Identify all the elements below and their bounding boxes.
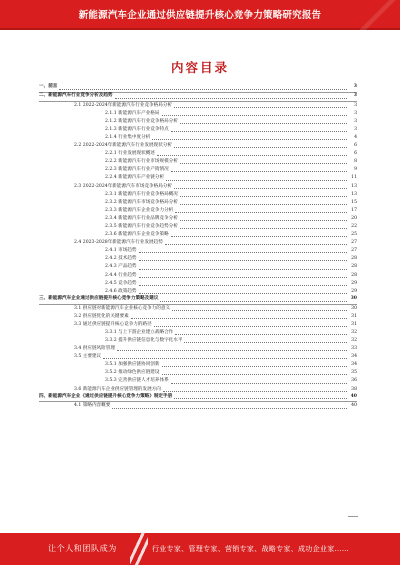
toc-entry-text: 二、新能源汽车行业竞争分析及趋势: [39, 92, 113, 98]
toc-leader-dots: [175, 212, 347, 213]
toc-entry-text: 2.1 2022-2024年新能源汽车行业竞争格局分析: [74, 102, 173, 108]
toc-leader-dots: [180, 204, 347, 205]
toc-leader-dots: [171, 171, 347, 172]
toc-leader-dots: [166, 180, 347, 181]
toc-entry-text: 3.6 新能源汽车企业供应链管理的发展方向: [74, 386, 161, 392]
toc-entry-text: 3.3.2 提升供应链信息化与数字化水平: [105, 338, 183, 344]
toc-page-number: 3: [354, 126, 357, 132]
toc-entry-text: 2.4.2 技术趋势: [105, 256, 137, 262]
toc-entry[interactable]: [39, 247, 357, 255]
toc-entry[interactable]: [39, 313, 357, 321]
toc-entry-text: 2.3.3 新能源汽车企业竞争力分析: [105, 207, 174, 213]
toc-entry-text: 4.1 策略内容概要: [74, 403, 111, 409]
toc-leader-dots: [174, 107, 347, 108]
toc-leader-dots: [115, 98, 347, 99]
toc-entry-text: 一、前言: [39, 84, 58, 89]
toc-page-number: 29: [351, 280, 357, 286]
toc-entry[interactable]: [39, 134, 357, 142]
toc-entry-text: 2.4.4 行业趋势: [105, 272, 137, 278]
toc-entry-text: 2.3.6 新能源汽车企业竞争策略: [105, 232, 169, 238]
toc-entry[interactable]: [39, 394, 357, 403]
toc-entry[interactable]: [39, 191, 357, 199]
toc-entry[interactable]: [39, 142, 357, 150]
toc-page-number: 30: [350, 295, 357, 301]
report-header: [0, 0, 400, 30]
toc-leader-dots: [172, 310, 347, 311]
toc-entry-text: 2.4.6 政策趋势: [105, 288, 137, 294]
toc-page-number: 30: [351, 305, 357, 311]
toc-leader-dots: [162, 374, 348, 375]
toc-page-number: 28: [351, 264, 357, 270]
toc-leader-dots: [139, 269, 347, 270]
toc-page-number: 3: [354, 110, 357, 116]
toc-page-number: 34: [351, 362, 357, 368]
toc-entry-text: 2.3.4 新能源汽车行业品牌竞争分析: [105, 215, 178, 221]
toc-entry[interactable]: [39, 402, 357, 410]
footer-slogan-right: 行业专家、管理专家、营销专家、战略专家、成功企业家……: [152, 545, 350, 553]
toc-page-number: 3: [354, 102, 357, 108]
toc-entry-text: 2.4.3 产品趋势: [105, 264, 137, 270]
toc-entry-text: 3.5.3 完善供应链人才培养体系: [105, 378, 169, 384]
toc-entry[interactable]: [39, 345, 357, 353]
toc-entry[interactable]: [39, 215, 357, 223]
report-footer: [0, 533, 400, 565]
toc-entry[interactable]: [39, 337, 357, 345]
toc-entry-text: 2.4.5 竞争趋势: [105, 280, 137, 286]
toc-heading: 内容目录: [170, 60, 229, 75]
toc-leader-dots: [174, 398, 347, 399]
toc-leader-dots: [162, 366, 348, 367]
toc-page-number: 8: [354, 159, 357, 165]
toc-page-number: 31: [351, 313, 357, 319]
toc-page-number: 25: [351, 232, 357, 238]
toc-page-number: 22: [351, 224, 357, 229]
toc-leader-dots: [157, 155, 347, 156]
toc-leader-dots: [162, 115, 348, 116]
toc-page-number: 17: [351, 207, 357, 213]
toc-leader-dots: [184, 342, 347, 343]
toc-page-number: 28: [351, 272, 357, 278]
toc-entry[interactable]: [39, 118, 357, 126]
toc-entry[interactable]: [39, 223, 357, 231]
toc-leader-dots: [139, 285, 347, 286]
toc-leader-dots: [59, 89, 347, 90]
toc-entry[interactable]: [39, 126, 357, 134]
toc-leader-dots: [139, 260, 347, 261]
toc-entry[interactable]: [39, 272, 357, 280]
toc-entry-text: 3.5.2 推动绿色供应链建设: [105, 370, 160, 376]
toc-entry[interactable]: [39, 280, 357, 288]
toc-entry[interactable]: [39, 321, 357, 329]
toc-entry-text: 2.2.2 新能源汽车行业市场规模分析: [105, 159, 178, 165]
toc-leader-dots: [171, 383, 347, 384]
toc-leader-dots: [139, 277, 347, 278]
toc-entry[interactable]: [39, 255, 357, 263]
toc-page-number: 6: [354, 143, 357, 149]
toc-page-number: 33: [351, 346, 357, 352]
toc-leader-dots: [139, 252, 347, 253]
toc-page-number: 40: [351, 403, 357, 409]
toc-entry-text: 3.1 供应链对新能源汽车企业核心竞争力的意义: [74, 305, 171, 311]
toc-entry[interactable]: [39, 263, 357, 271]
toc-page-number: 31: [351, 321, 357, 327]
toc-entry-text: 2.1.4 行业集中度分析: [105, 134, 151, 140]
toc-page-number: 11: [351, 175, 357, 181]
toc-leader-dots: [180, 220, 347, 221]
toc-entry[interactable]: [39, 93, 357, 102]
toc-leader-dots: [152, 139, 347, 140]
toc-leader-dots: [180, 196, 347, 197]
toc-entry-text: 2.1.1 新能源汽车产业格局: [105, 110, 160, 116]
toc-leader-dots: [180, 163, 347, 164]
toc-page-number: 6: [354, 151, 357, 157]
toc-entry[interactable]: [39, 199, 357, 207]
toc-entry[interactable]: [39, 369, 357, 377]
toc-entry[interactable]: [39, 183, 357, 191]
toc-leader-dots: [103, 358, 347, 359]
toc-leader-dots: [139, 293, 347, 294]
toc-leader-dots: [171, 131, 347, 132]
footer-stripe-decoration: [130, 533, 148, 565]
toc-leader-dots: [163, 391, 347, 392]
toc-entry-text: 3.2 供应链优化的关键要素: [74, 313, 129, 319]
toc-entry-text: 2.1.3 新能源汽车行业竞争特点: [105, 126, 169, 132]
toc-leader-dots: [154, 326, 347, 327]
toc-entry[interactable]: [39, 329, 357, 337]
toc-entry[interactable]: [39, 174, 357, 182]
toc-entry[interactable]: [39, 361, 357, 369]
toc-page-number: 34: [351, 354, 357, 360]
toc-entry-text: 四、新能源汽车企业《通过供应链提升核心竞争力策略》制定手册: [39, 393, 173, 399]
toc-entry[interactable]: [39, 231, 357, 239]
toc-entry[interactable]: [39, 110, 357, 118]
toc-page-number: 40: [350, 393, 357, 399]
toc-entry[interactable]: [39, 305, 357, 313]
toc-entry-text: 2.3.1 新能源汽车行业竞争格局概况: [105, 191, 178, 197]
toc-entry-text: 2.4 2023-2028年新能源汽车行业发展趋势: [74, 240, 163, 246]
toc-leader-dots: [175, 334, 347, 335]
toc-entry-text: 2.2 2022-2024年新能源汽车行业发展现状分析: [74, 143, 173, 149]
footer-slogan-left: 让个人和团队成为: [48, 544, 117, 553]
toc-leader-dots: [160, 301, 347, 302]
toc-entry[interactable]: [39, 150, 357, 158]
toc-page-number: 27: [351, 240, 357, 246]
toc-page-number: 27: [351, 248, 357, 254]
toc-page-number: 28: [351, 256, 357, 262]
toc-leader-dots: [112, 408, 347, 409]
toc-page-number: 4: [354, 134, 357, 140]
toc-entry-text: 3.4 供应链风险管理: [74, 346, 115, 352]
toc-entry-text: 2.3.2 新能源汽车市场竞争格局分析: [105, 199, 178, 205]
toc-page-number: 3: [353, 92, 357, 98]
toc-page-number: 35: [351, 370, 357, 376]
toc-entry[interactable]: [39, 102, 357, 110]
toc-entry-text: 3.5.1 加强供应链协同创新: [105, 362, 160, 368]
toc-entry-text: 三、新能源汽车企业通过供应链提升核心竞争力策略及建议: [39, 295, 159, 301]
header-decoration: [340, 0, 400, 30]
toc-entry[interactable]: [39, 207, 357, 215]
toc-page-number: 3: [354, 118, 357, 124]
toc-page-number: 32: [351, 338, 357, 344]
toc-entry[interactable]: [39, 158, 357, 166]
toc-leader-dots: [174, 188, 347, 189]
toc-page-number: 38: [351, 386, 357, 392]
toc-leader-dots: [180, 123, 347, 124]
toc-entry-text: 3.3.1 与上下游企业建立战略合作: [105, 329, 174, 335]
toc-entry-text: 3.3 通过供应链提升核心竞争力的路径: [74, 321, 152, 327]
toc-page-number: 3: [353, 84, 357, 89]
toc-entry-text: 2.3 2022-2024年新能源汽车市场竞争格局分析: [74, 183, 173, 189]
toc-page-number: 32: [351, 329, 357, 335]
toc-entry-text: 2.4.1 市场趋势: [105, 248, 137, 254]
toc-entry-text: 2.2.4 新能源汽车产业链分析: [105, 175, 165, 181]
toc-leader-dots: [171, 236, 347, 237]
toc-leader-dots: [174, 147, 347, 148]
toc-page-number: 9: [354, 167, 357, 173]
toc-entry-text: 2.2.3 新能源汽车行业产销情况: [105, 167, 169, 173]
toc-entry[interactable]: [39, 296, 357, 305]
toc-entry-text: 3.5 主要建议: [74, 354, 102, 360]
toc-entry-text: 2.2.1 行业发展现状概述: [105, 151, 155, 157]
toc-page-number: 29: [351, 288, 357, 294]
toc-leader-dots: [117, 350, 347, 351]
toc-page-number: 13: [351, 183, 357, 189]
toc-entry-text: 2.1.2 新能源汽车行业竞争格局分析: [105, 118, 178, 124]
table-of-contents: [39, 84, 357, 411]
toc-page-number: 36: [351, 378, 357, 384]
toc-leader-dots: [180, 228, 347, 229]
toc-page-number: 13: [351, 191, 357, 197]
toc-entry[interactable]: [39, 239, 357, 247]
toc-entry-text: 2.3.5 新能源汽车行业竞争趋势分析: [105, 224, 178, 229]
toc-page-number: 20: [351, 215, 357, 221]
report-title: 新能源汽车企业通过供应链提升核心竞争力策略研究报告: [78, 10, 322, 21]
toc-entry[interactable]: [39, 353, 357, 361]
toc-leader-dots: [131, 318, 347, 319]
toc-page-number: 15: [351, 199, 357, 205]
toc-entry[interactable]: [39, 166, 357, 174]
page-divider: [348, 516, 358, 517]
toc-entry[interactable]: [39, 377, 357, 385]
toc-leader-dots: [165, 244, 347, 245]
